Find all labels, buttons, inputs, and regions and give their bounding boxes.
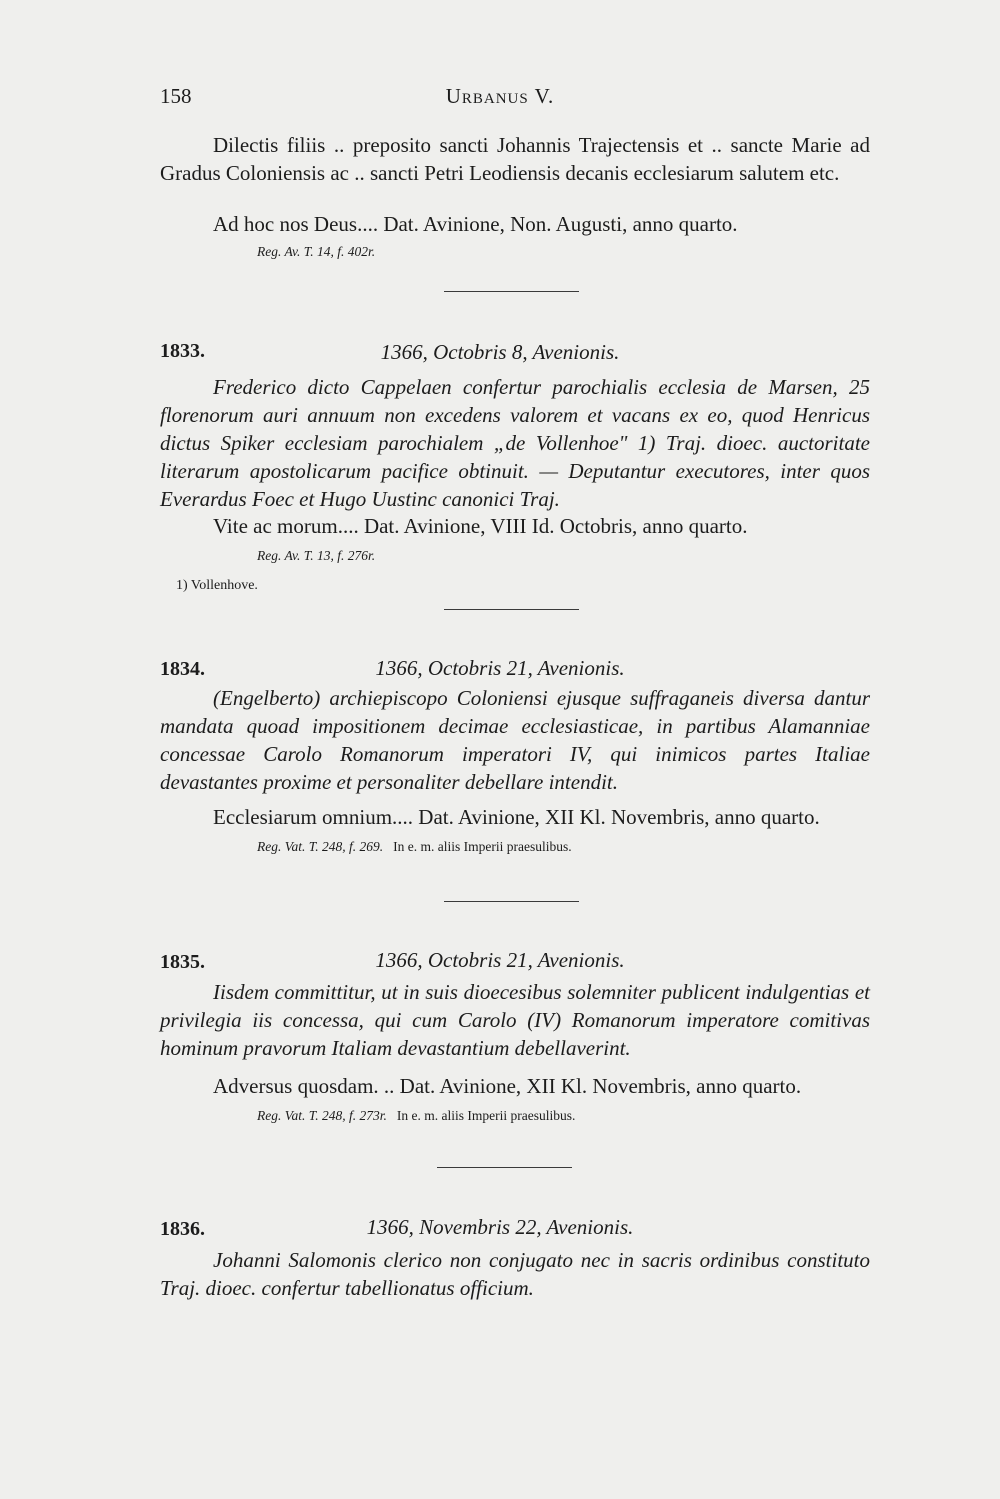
entry-reg-line — [257, 839, 572, 855]
prev-entry-reg: Reg. Av. T. 14, f. 402r. — [257, 244, 376, 259]
entry-reg-note: In e. m. aliis Imperii praesulibus. — [393, 839, 572, 854]
entry-number: 1836. — [160, 1218, 205, 1240]
page-number: 158 — [160, 84, 192, 108]
entry-dat: Vite ac morum.... Dat. Avinione, VIII Id. Octobris, anno quarto. — [213, 514, 748, 538]
prev-entry-dat: Ad hoc nos Deus.... Dat. Avinione, Non. Augusti, anno quarto. — [213, 212, 738, 236]
entry-summary: Frederico dicto Cappelaen confertur parochialis ecclesia de Marsen, 25 florenorum auri annuum non excedens valorem et vacans ex eo, quod Henricus dictus Spiker ecclesiam parochialem „de Vollenhoe" 1) Traj. dioec. auctoritate literarum apostolicarum pacifice obtinuit. — Deputantur executores, inter quos Everardus Foec et Hugo Uustinc canonici Traj. — [160, 375, 870, 511]
separator-rule — [444, 901, 579, 902]
entry-dat: Adversus quosdam. .. Dat. Avinione, XII Kl. Novembris, anno quarto. — [213, 1074, 802, 1098]
entry-reg: Reg. Av. T. 13, f. 276r. — [257, 548, 376, 563]
entry-number: 1834. — [160, 658, 205, 680]
entry-number: 1835. — [160, 951, 205, 973]
entry-reg: Reg. Vat. T. 248, f. 273r. — [257, 1108, 387, 1123]
entry-number: 1833. — [160, 340, 205, 362]
entry-date: 1366, Octobris 21, Avenionis. — [375, 948, 625, 972]
entry-summary: Johanni Salomonis clerico non conjugato nec in sacris ordinibus constituto Traj. dioec. confertur tabellionatus officium. — [160, 1248, 870, 1300]
entry-date: 1366, Novembris 22, Avenionis. — [366, 1215, 634, 1239]
entry-summary: Iisdem committitur, ut in suis dioecesibus solemniter publicent indulgentias et privilegia iis concessa, qui cum Carolo (IV) Romanorum imperatore comitivas hominum pravorum Italiam devastantium debellaverint. — [160, 980, 870, 1060]
entry-date: 1366, Octobris 8, Avenionis. — [380, 340, 620, 364]
entry-reg: Reg. Vat. T. 248, f. 269. — [257, 839, 384, 854]
entry-dat: Ecclesiarum omnium.... Dat. Avinione, XII Kl. Novembris, anno quarto. — [213, 805, 820, 829]
running-title: Urbanus V. — [445, 84, 555, 108]
separator-rule — [444, 291, 579, 292]
separator-rule — [444, 609, 579, 610]
footnote: 1) Vollenhove. — [176, 578, 258, 593]
separator-rule — [437, 1167, 572, 1168]
entry-summary: (Engelberto) archiepiscopo Coloniensi ejusque suffraganeis diversa dantur mandata quoad impositionem decimae ecclesiasticae, in partibus Alamanniae concessae Carolo Romanorum imperatori IV, qui inimicos partes Italiae devastantes proxime et personaliter debellare intendit. — [160, 686, 870, 794]
entry-reg-note: In e. m. aliis Imperii praesulibus. — [396, 1108, 576, 1123]
prev-entry-text: Dilectis filiis .. preposito sancti Johannis Trajectensis et .. sancte Marie ad Gradus Coloniensis ac .. sancti Petri Leodiensis decanis ecclesiarum salutem etc. — [160, 133, 870, 185]
entry-date: 1366, Octobris 21, Avenionis. — [375, 656, 625, 680]
entry-reg-line — [257, 1108, 575, 1124]
